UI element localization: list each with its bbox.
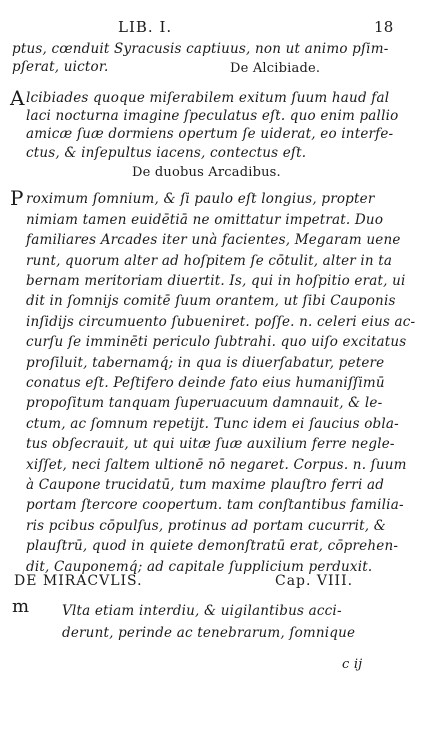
section-title-alcibiades: De Alcibiade. [230, 61, 321, 76]
text-line: dit in ſomnijs comitē ſuum orantem, ut ſibi Cauponis [26, 293, 396, 309]
text-line: à Caupone trucidatū, tum maxime plauſtro ferri ad [26, 477, 385, 493]
text-line: derunt, perinde ac tenebrarum, ſomnique [62, 625, 356, 641]
text-line: runt, quorum alter ad hoſpitem ſe cōtulit, alter in ta [26, 253, 393, 269]
initial-letter-p: P [10, 186, 24, 210]
text-line: inſidijs circumuento ſubueniret. poſſe. n. celeri eius ac- [26, 314, 416, 330]
folio-number: 18 [374, 18, 394, 36]
text-line: conatus eſt. Peſtifero deinde fato eius humaniſſimū [26, 375, 385, 391]
text-line: laci nocturna imagine ſpeculatus eſt. quo enim pallio [26, 108, 399, 124]
text-line: Vlta etiam interdiu, & uigilantibus acci- [62, 603, 342, 619]
text-line: portam ſtercore coopertum. tam conſtantibus familia- [26, 497, 404, 513]
text-line: bernam meritoriam diuertit. Is, qui in hoſpitio erat, ui [26, 273, 406, 289]
text-line: propoſitum tanquam ſuperuacuum damnauit, & le- [26, 395, 383, 411]
section-title-arcadibus: De duobus Arcadibus. [132, 165, 281, 180]
text-line: familiares Arcades iter unà facientes, Megaram uene [26, 232, 401, 248]
text-line: ctum, ac ſomnum repetijt. Tunc idem ei ſaucius obla- [26, 416, 399, 432]
initial-letter-m: m [12, 596, 30, 617]
text-line: ptus, cœnduit Syracusis captiuus, non ut animo pſim- [12, 41, 389, 57]
running-title: LIB. I. [118, 18, 173, 36]
text-line: roximum ſomnium, & ſi paulo eſt longius, propter [26, 191, 375, 207]
chapter-number: Cap. VIII. [275, 573, 354, 589]
text-line: pſerat, uictor. [12, 59, 109, 75]
chapter-title: DE MIRACVLIS. [14, 573, 143, 589]
text-line: proſiluit, tabernamq́; in qua is diuerſabatur, petere [26, 355, 385, 371]
text-line: tus obſecrauit, ut qui uitæ ſuæ auxilium ferre negle- [26, 436, 395, 452]
text-line: curſu ſe imminēti periculo ſubtrahi. quo uiſo excitatus [26, 334, 407, 350]
signature-mark: c ij [342, 657, 363, 672]
text-line: amicæ ſuæ dormiens opertum ſe uiderat, eo interfe- [26, 126, 394, 142]
text-line: ris pcibus cōpulſus, protinus ad portam cucurrit, & [26, 518, 386, 534]
text-line: nimiam tamen euidētiā ne omittatur impetrat. Duo [26, 212, 384, 228]
text-line: lcibiades quoque miſerabilem exitum ſuum haud fal [26, 90, 390, 106]
text-line: ctus, & inſepultus iacens, contectus eſt. [26, 145, 307, 161]
text-line: plauſtrū, quod in quiete demonſtratū erat, cōprehen- [26, 538, 399, 554]
text-line: xiſſet, neci ſaltem ultionē nō negaret. Corpus. n. ſuum [26, 457, 407, 473]
text-line: dit, Cauponemq́; ad capitale ſupplicium perduxit. [26, 559, 373, 575]
initial-letter-a: A [10, 86, 25, 110]
